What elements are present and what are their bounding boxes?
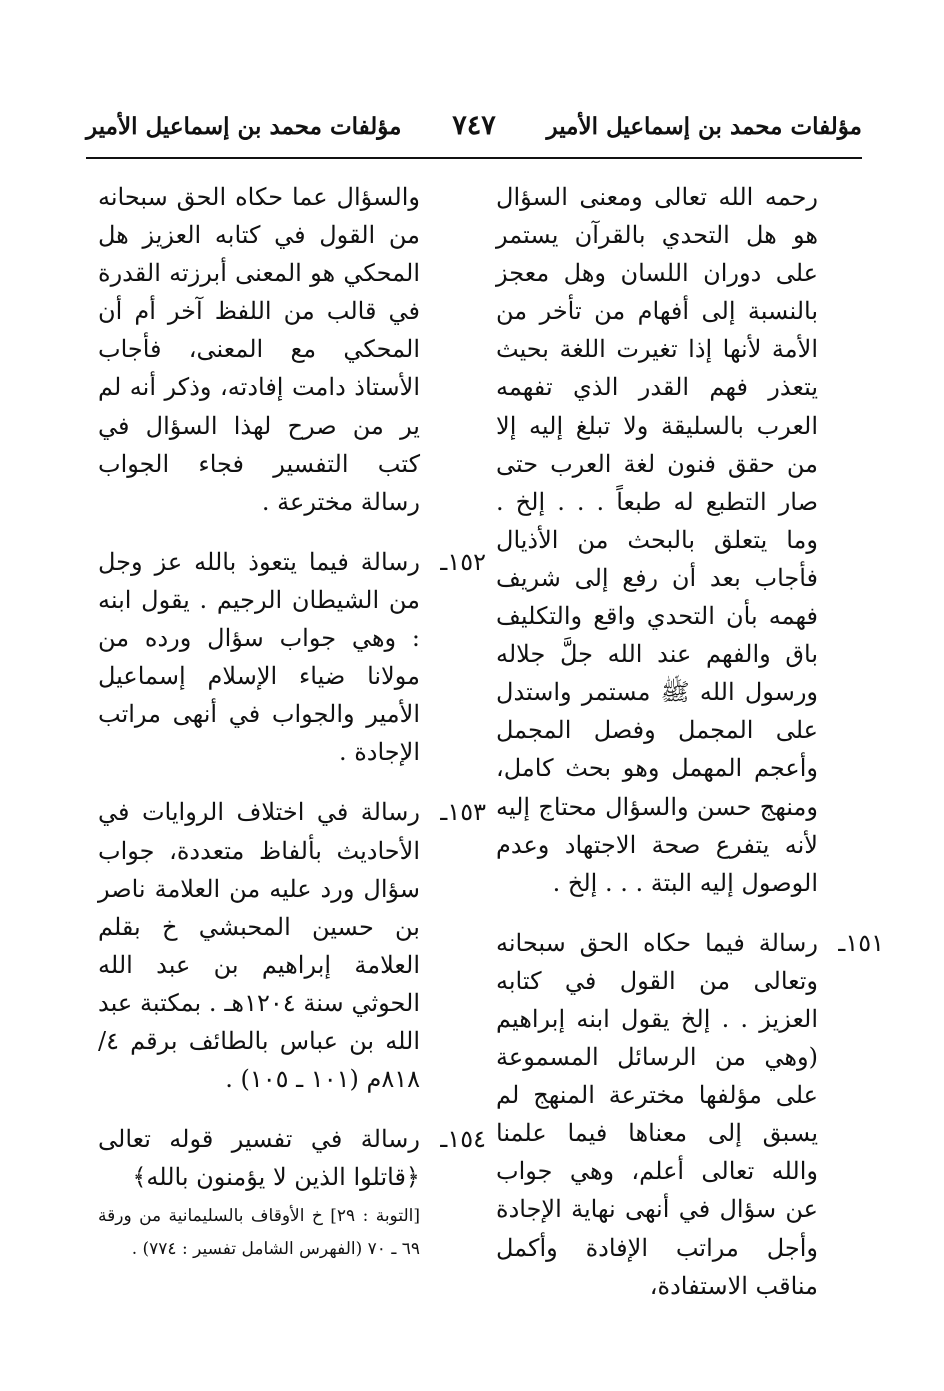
running-title-left: مؤلفات محمد بن إسماعيل الأمير bbox=[86, 113, 402, 140]
entry-154 bbox=[98, 1120, 486, 1196]
page-number: ٧٤٧ bbox=[452, 110, 496, 141]
continuation-paragraph-left: والسؤال عما حكاه الحق سبحانه من القول في كتابه العزيز هل المحكي هو المعنى أبرزته القدرة في قالب من اللفظ آخر أم أن المحكي مع المعنى، فأجاب الأستاذ دامت إفادته، وذكر أنه لم ير من صرح لهذا السؤال في كتب التفسير فجاء الجواب رسالة مخترعة . bbox=[98, 183, 420, 516]
header-rule bbox=[86, 157, 862, 159]
entry-text: رسالة فيما حكاه الحق سبحانه وتعالى من القول في كتابه العزيز . . إلخ يقول ابنه إبراهيم (وهي من الرسائل المسموعة على مؤلفها مخترعة المنهج لم يسبق إلى معناها فيما علمنا والله تعالى أعلم، وهي جواب عن سؤال في أنهى نهاية الإجادة وأجل مراتب الإفادة وأكمل مناقب الاستفادة، bbox=[496, 928, 818, 1300]
running-title-right: مؤلفات محمد بن إسماعيل الأمير bbox=[546, 113, 862, 140]
page-header bbox=[86, 110, 862, 153]
entry-151 bbox=[496, 924, 884, 1305]
entry-number: ١٥٣ـ bbox=[440, 798, 486, 827]
entry-text: رسالة في تفسير قوله تعالى ﴿قاتلوا الذين لا يؤمنون بالله﴾ bbox=[98, 1125, 420, 1192]
entry-number: ١٥٢ـ bbox=[440, 547, 486, 576]
entry-number: ١٥١ـ bbox=[838, 928, 884, 957]
right-column bbox=[496, 178, 884, 1305]
left-column bbox=[98, 178, 486, 1266]
entry-153 bbox=[98, 793, 486, 1098]
entry-text: رسالة في اختلاف الروايات في الأحاديث بألفاظ متعددة، جواب سؤال ورد عليه من العلامة ناصر بن حسين المحبشي خ بقلم العلامة إبراهيم بن عبد الله الحوثي سنة ١٢٠٤هـ . بمكتبة عبد الله بن عباس بالطائف برقم ٤/ ٨١٨م (١٠١ ـ ١٠٥) . bbox=[98, 798, 421, 1094]
entry-152 bbox=[98, 543, 486, 772]
continuation-paragraph-right: رحمه الله تعالى ومعنى السؤال هو هل التحدي بالقرآن يستمر على دوران اللسان وهل معجز بالنسبة إلى أفهام من تأخر من الأمة لأنها إذا تغيرت اللغة بحيث يتعذر فهم القدر الذي تفهمه العرب بالسليقة ولا تبلغ إليه إلا من حقق فنون لغة العرب حتى صار التطبع له طبعاً . . . إلخ . وما يتعلق بالبحث من الأذيال فأجاب بعد أن رفع إلى شريف فهمه بأن التحدي واقع والتكليف باق والفهم عند الله جلَّ جلاله ورسول الله ﷺ مستمر واستدل على المجمل وفصل المجمل وأعجم المهمل وهو بحث كامل، ومنهج حسن والسؤال محتاج إليه لأنه يتفرع صحة الاجتهاد وعدم الوصول إليه البتة . . . إلخ . bbox=[496, 183, 818, 897]
entry-number: ١٥٤ـ bbox=[440, 1125, 486, 1154]
entry-text: رسالة فيما يتعوذ بالله عز وجل من الشيطان الرجيم . يقول ابنه : وهي جواب سؤال ورده من مولانا ضياء الإسلام إسماعيل الأمير والجواب في أنهى مراتب الإجادة . bbox=[98, 547, 420, 767]
entry-154-reference: [التوبة : ٢٩] خ الأوقاف بالسليمانية من ورقة ٦٩ ـ ٧٠ (الفهرس الشامل تفسير : ٧٧٤) . bbox=[98, 1206, 421, 1260]
